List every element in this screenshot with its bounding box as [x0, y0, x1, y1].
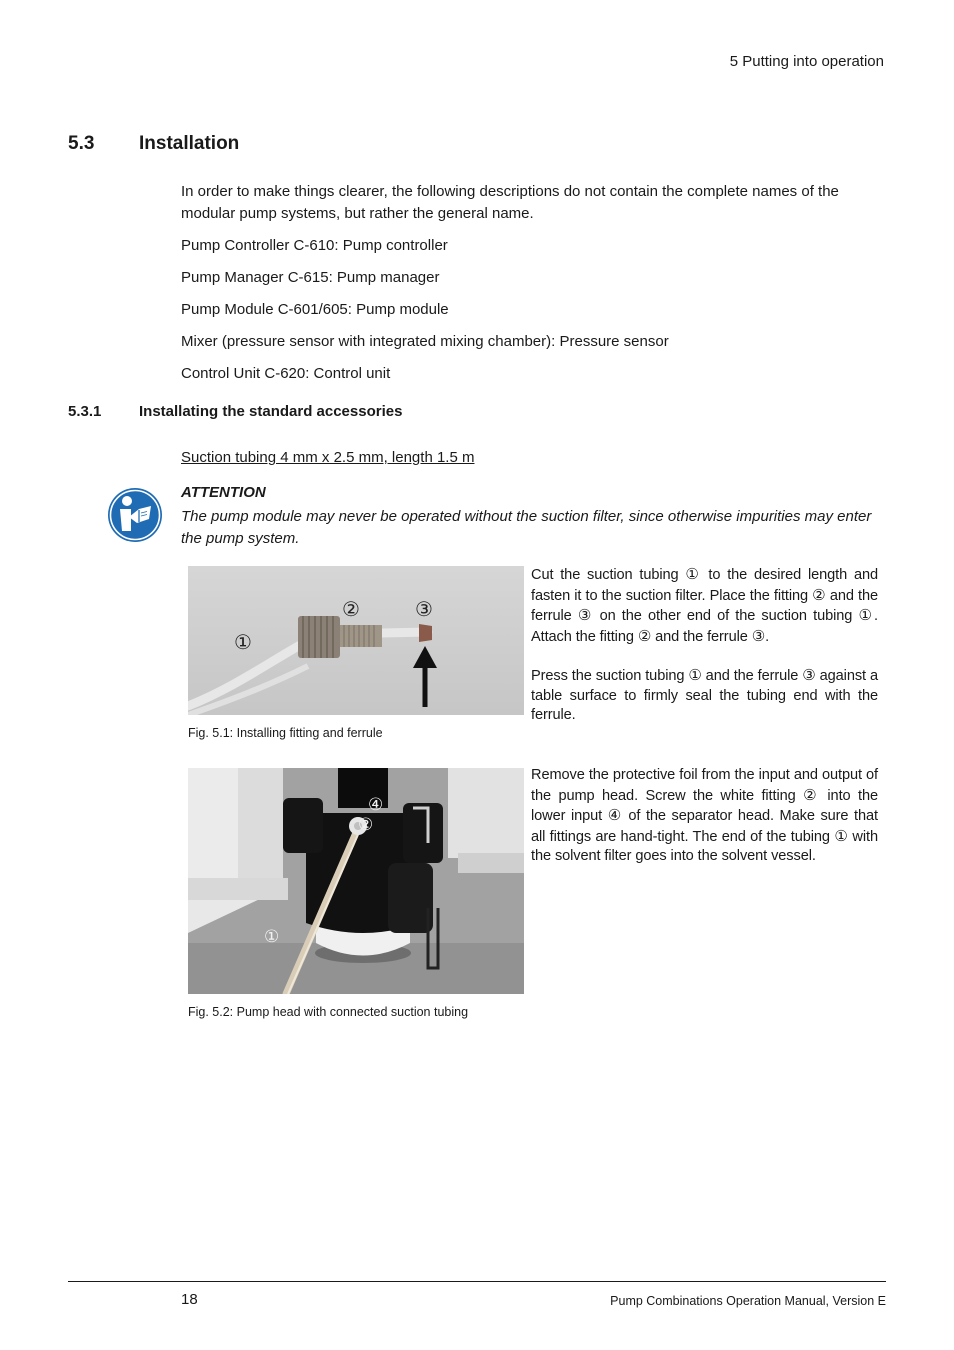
pump-head-paragraph: Remove the protective foil from the input and output of the pump head. Screw the white fitting ② into the lower input ④ of the separator head. Make sure that all fittings are hand-tight. The end of the tubing ① with the solvent filter goes into the solvent vessel.	[531, 767, 878, 864]
name-item: Pump Module C-601/605: Pump module	[181, 301, 449, 318]
fitting-paragraph-1: Cut the suction tubing ① to the desired length and fasten it to the suction filter. Place the fitting ② and the ferrule ③ on the other end of the suction tubing ①. Attach the fitting ② and the ferrule ③.	[531, 566, 879, 645]
subsection-number: 5.3.1	[68, 403, 102, 420]
page-number: 18	[181, 1291, 198, 1308]
fitting-instructions	[531, 565, 878, 726]
subsection-title: Installating the standard accessories	[139, 403, 403, 420]
fitting-paragraph-2: Press the suction tubing ① and the ferrule ③ against a table surface to firmly seal the tubing end with the ferrule.	[531, 667, 878, 723]
footer-rule	[68, 1281, 886, 1282]
marker-1: ①	[264, 927, 280, 947]
footer-title: Pump Combinations Operation Manual, Version E	[610, 1294, 886, 1308]
marker-4: ④	[368, 795, 384, 815]
manual-reading-icon	[107, 487, 163, 543]
marker-2: ②	[358, 815, 374, 835]
tubing-label: Suction tubing 4 mm x 2.5 mm, length 1.5 m	[181, 449, 475, 466]
name-item: Pump Manager C-615: Pump manager	[181, 269, 440, 286]
attention-text: The pump module may never be operated without the suction filter, since otherwise impurities may enter the pump system.	[181, 508, 872, 547]
figure-fitting-ferrule-photo	[188, 566, 524, 715]
pump-head-instructions	[531, 766, 878, 867]
figure-2-caption: Fig. 5.2: Pump head with connected suction tubing	[188, 1005, 469, 1019]
figure-pump-head-photo	[188, 768, 524, 994]
marker-3: ③	[415, 597, 433, 621]
running-header: 5 Putting into operation	[729, 53, 884, 70]
section-number: 5.3	[68, 133, 95, 154]
section-title: Installation	[139, 133, 240, 154]
marker-2: ②	[342, 597, 360, 621]
figure-1-caption: Fig. 5.1: Installing fitting and ferrule	[188, 726, 383, 740]
attention-title: ATTENTION	[181, 484, 266, 501]
name-item: Pump Controller C-610: Pump controller	[181, 237, 448, 254]
marker-1: ①	[234, 630, 252, 654]
name-item: Control Unit C-620: Control unit	[181, 365, 391, 382]
name-item: Mixer (pressure sensor with integrated mixing chamber): Pressure sensor	[181, 333, 669, 350]
intro-paragraph: In order to make things clearer, the following descriptions do not contain the complete names of the modular pump systems, but rather the general name.	[181, 183, 839, 222]
